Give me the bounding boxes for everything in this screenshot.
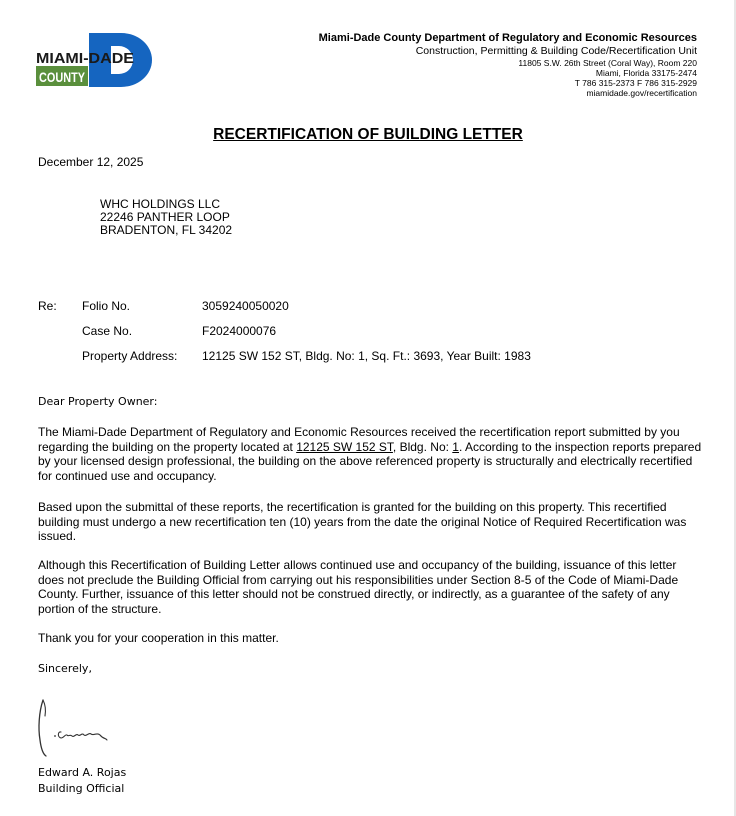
department-city: Miami, Florida 33175-2474 [595, 68, 697, 78]
recipient-name: WHC HOLDINGS LLC [100, 197, 221, 211]
signer-name: Edward A. Rojas [38, 766, 127, 779]
logo-line2: COUNTY [39, 69, 86, 85]
letter-date: December 12, 2025 [38, 155, 144, 169]
paragraph-thanks: Thank you for your cooperation in this matter. [38, 631, 279, 645]
case-value: F2024000076 [202, 324, 277, 338]
folio-label: Folio No. [82, 299, 131, 313]
miami-dade-logo [35, 32, 153, 88]
case-label: Case No. [82, 324, 133, 338]
department-street: 11805 S.W. 26th Street (Coral Way), Room 220 [518, 58, 697, 68]
folio-value: 3059240050020 [202, 299, 289, 313]
recipient-address [100, 198, 232, 237]
handwritten-signature [34, 694, 114, 760]
recipient-city: BRADENTON, FL 34202 [100, 223, 233, 237]
paragraph-granted: Based upon the submittal of these reports, the recertification is granted for the building on this property. This recertified building must undergo a new recertification ten (10) years from the date the original Notice of Required Recertification was issued. [38, 500, 687, 543]
paragraph-receipt-part-b: , Bldg. No: [392, 439, 453, 454]
unit-name: Construction, Permitting & Building Code/Recertification Unit [415, 45, 697, 57]
paragraph-receipt [38, 425, 702, 483]
building-number-underlined: 1 [452, 439, 459, 454]
signer-block [38, 765, 126, 796]
signer-title: Building Official [38, 781, 125, 795]
department-phone: T 786 315-2373 F 786 315-2929 [574, 78, 697, 88]
re-label: Re: [38, 299, 57, 313]
department-name: Miami-Dade County Department of Regulatory and Economic Resources [318, 32, 697, 44]
property-address-label: Property Address: [82, 349, 178, 363]
department-website: miamidade.gov/recertification [586, 88, 697, 98]
letter-title: RECERTIFICATION OF BUILDING LETTER [213, 126, 523, 143]
recipient-street: 22246 PANTHER LOOP [100, 210, 230, 224]
paragraph-disclaimer: Although this Recertification of Building Letter allows continued use and occupancy of the building, issuance of this letter does not preclude the Building Official from carrying out his responsibilities under Section 8-5 of the Code of Miami-Dade County. Further, issuance of this letter should not be construed directly, or indirectly, as a guarantee of the safety of any portion of the structure. [38, 558, 679, 616]
closing: Sincerely, [38, 662, 92, 675]
paragraph-receipt-part-a: The Miami-Dade Department of Regulatory and Economic Resources received the recertification report submitted by you regarding the building on the property located at [38, 425, 680, 454]
property-address-value: 12125 SW 152 ST, Bldg. No: 1, Sq. Ft.: 3693, Year Built: 1983 [202, 349, 531, 363]
property-address-underlined: 12125 SW 152 ST [296, 439, 393, 454]
logo-line1: MIAMI-DADE [36, 50, 134, 67]
salutation: Dear Property Owner: [38, 395, 158, 408]
department-header [319, 32, 697, 98]
paragraph-receipt-part-c: . According to the inspection reports prepared by your licensed design professional, the building on the above referenced property is structurally and electrically recertified for continued use and occupancy. [38, 439, 702, 483]
